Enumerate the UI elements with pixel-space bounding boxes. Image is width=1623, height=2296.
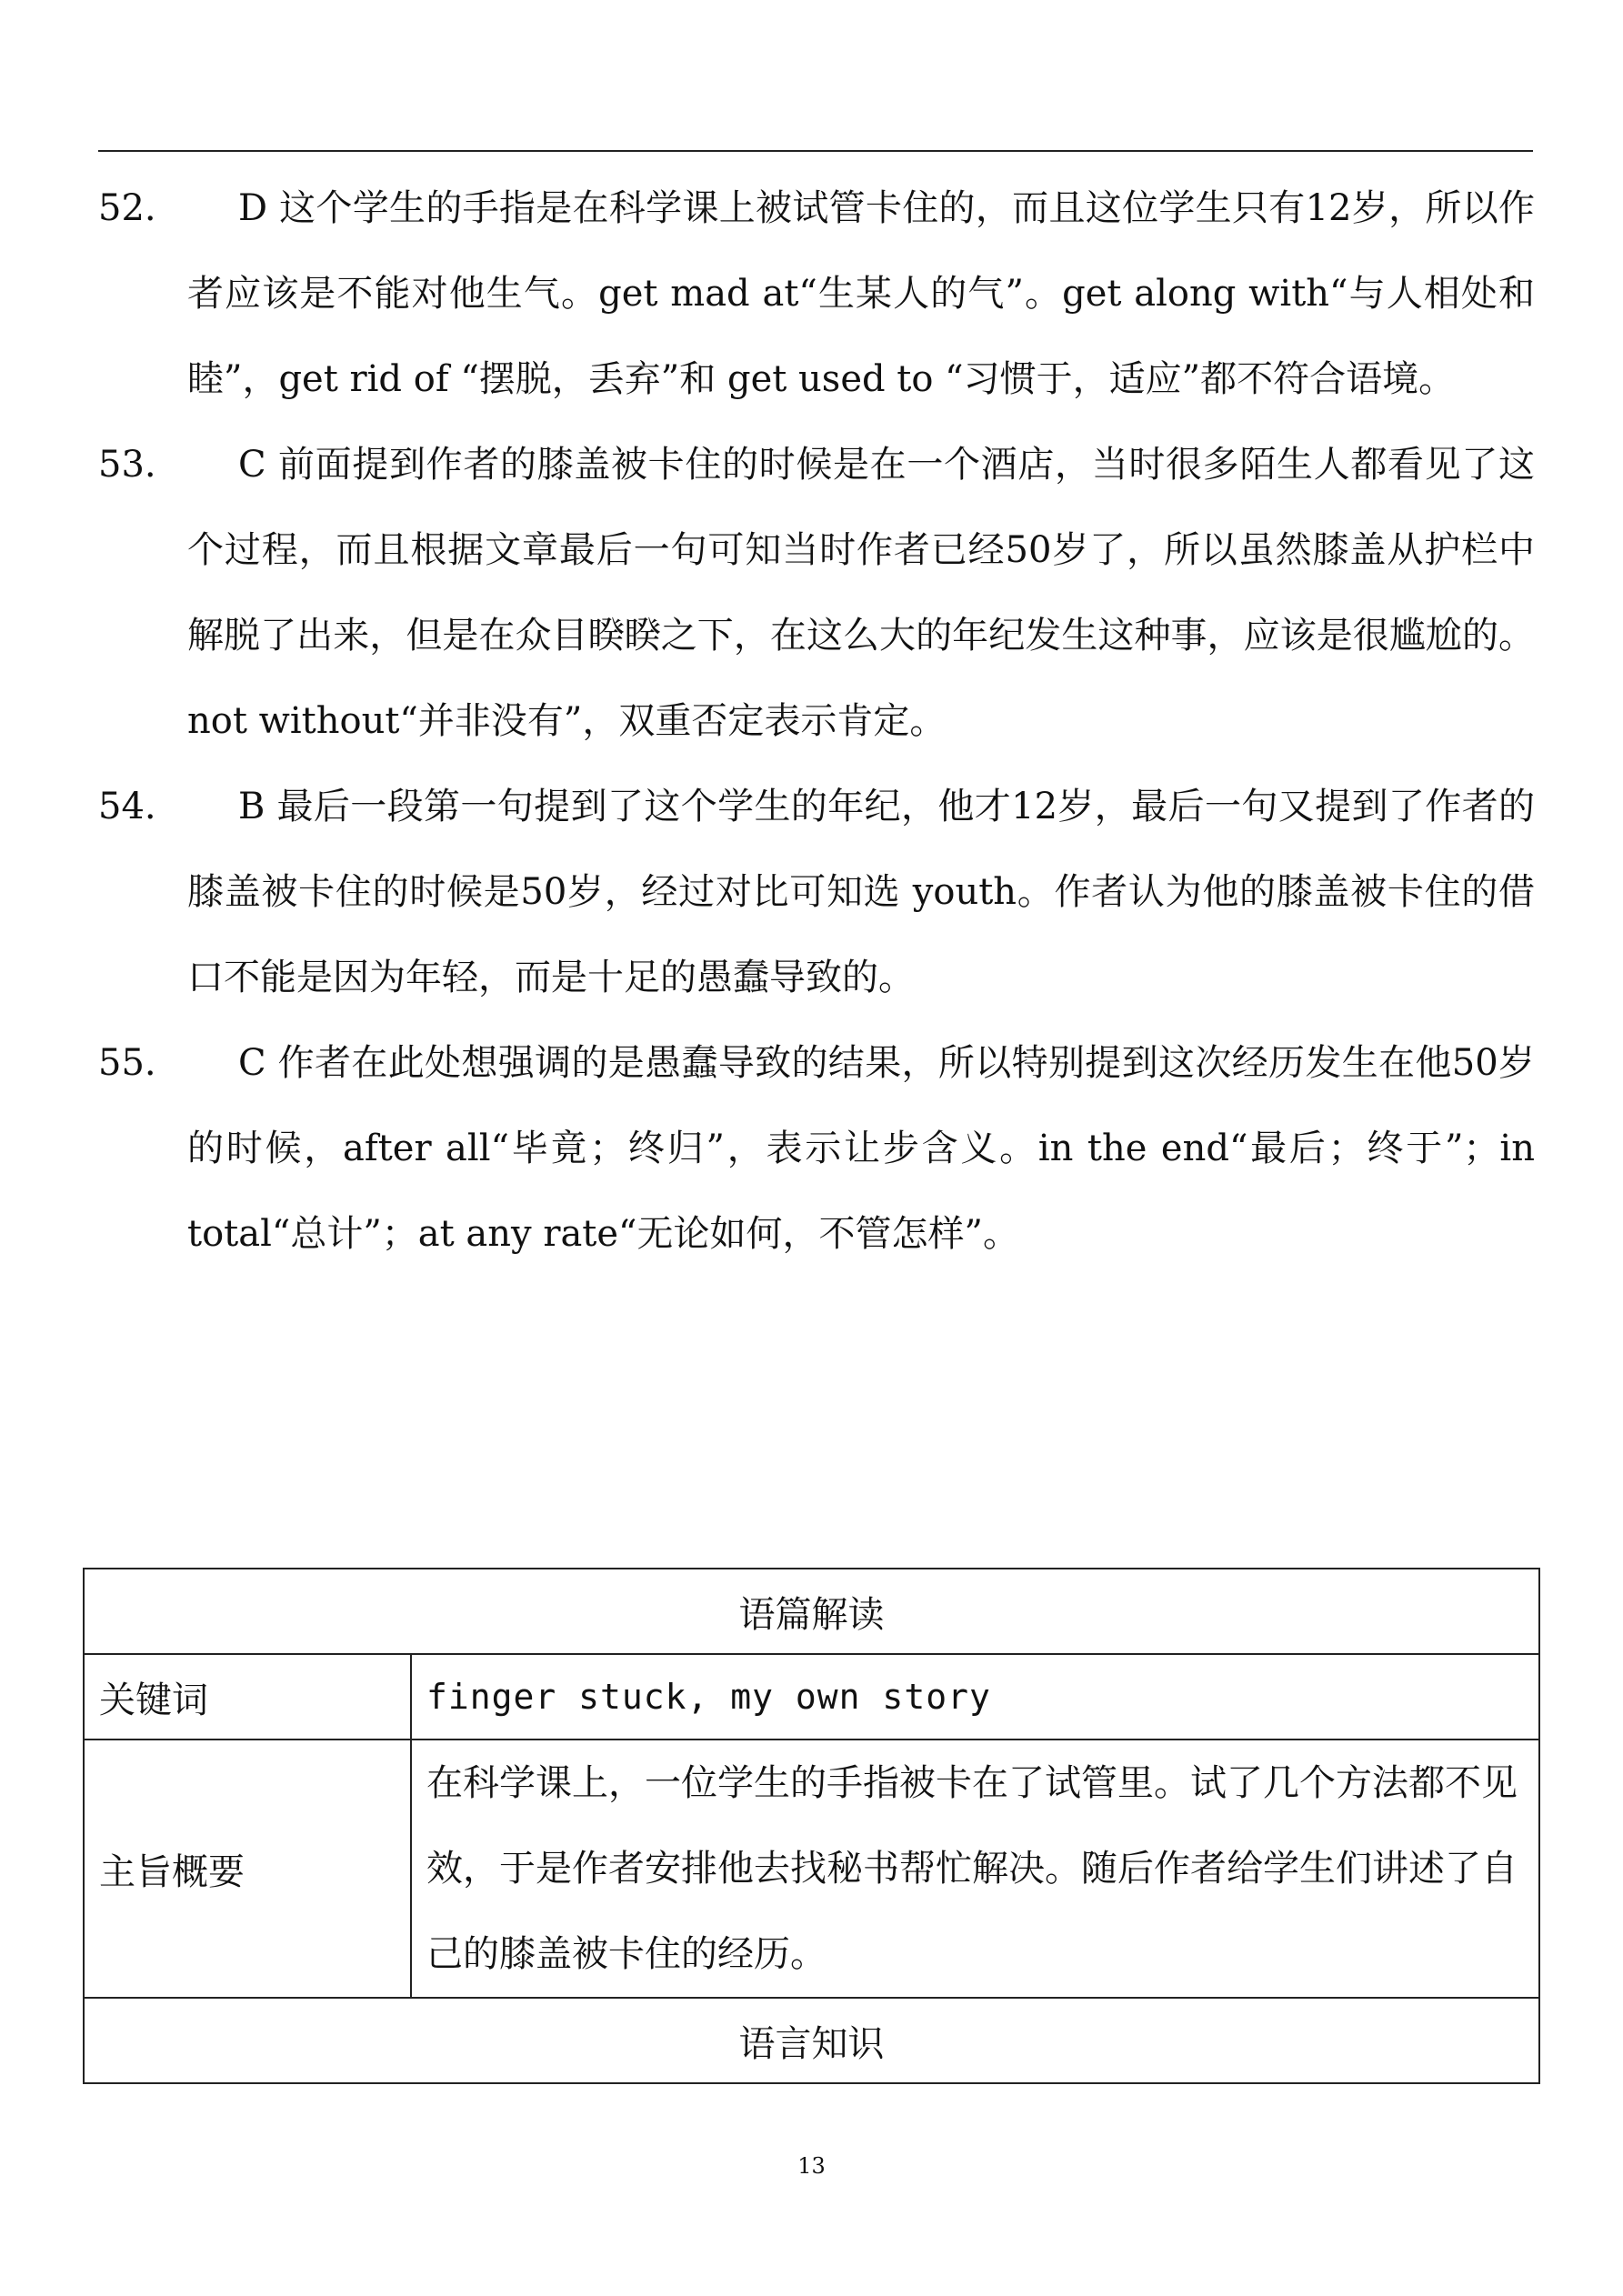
keyword-label: 关键词 — [84, 1654, 411, 1740]
answer-explanation — [187, 1020, 1535, 1277]
answer-text: 这个学生的手指是在科学课上被试管卡住的，而且这位学生只有12岁，所以作者应该是不能对他生气。get mad at“生某人的气”。get along with“与人相处和睦”，get rid of “摆脱，丢弃”和 get used to “习惯于，适应”都不符合语境。 — [187, 187, 1536, 400]
answer-letter: B — [238, 786, 265, 827]
answer-letter: C — [238, 444, 266, 486]
table-footer-row — [84, 1998, 1539, 2083]
answer-text: 作者在此处想强调的是愚蠢导致的结果，所以特别提到这次经历发生在他50岁的时候，after all“毕竟；终归”，表示让步含义。in the end“最后；终于”；in total“总计”；at any rate“无论如何，不管怎样”。 — [187, 1042, 1535, 1255]
table-header-row — [84, 1569, 1539, 1654]
answer-text: 最后一段第一句提到了这个学生的年纪，他才12岁，最后一句又提到了作者的膝盖被卡住的时候是50岁，经过对比可知选 youth。作者认为他的膝盖被卡住的借口不能是因为年轻，而是十足的愚蠢导致的。 — [187, 786, 1536, 998]
table-header: 语篇解读 — [84, 1569, 1539, 1654]
answer-explanation — [187, 764, 1535, 1020]
answer-explanation — [187, 422, 1535, 764]
table-row-summary — [84, 1740, 1539, 1998]
answer-number: 54. — [98, 786, 156, 827]
keyword-value: finger stuck, my own story — [411, 1654, 1539, 1740]
answer-item-53 — [98, 422, 1535, 764]
answer-number: 55. — [98, 1042, 156, 1084]
answer-item-54 — [98, 764, 1535, 1020]
top-rule — [98, 150, 1533, 152]
table-row-keywords — [84, 1654, 1539, 1740]
table-footer: 语言知识 — [84, 1998, 1539, 2083]
answer-number: 53. — [98, 444, 156, 486]
reading-analysis-table — [83, 1568, 1540, 2084]
summary-value: 在科学课上，一位学生的手指被卡在了试管里。试了几个方法都不见效，于是作者安排他去找秘书帮忙解决。随后作者给学生们讲述了自己的膝盖被卡住的经历。 — [411, 1740, 1539, 1998]
answer-item-52 — [98, 165, 1535, 422]
page-number: 13 — [797, 2153, 826, 2179]
answer-letter: C — [238, 1042, 266, 1084]
summary-label: 主旨概要 — [84, 1740, 411, 1998]
answer-list — [98, 165, 1535, 1277]
answer-text: 前面提到作者的膝盖被卡住的时候是在一个酒店，当时很多陌生人都看见了这个过程，而且根据文章最后一句可知当时作者已经50岁了，所以虽然膝盖从护栏中解脱了出来，但是在众目睽睽之下，在这么大的年纪发生这种事，应该是很尴尬的。not without“并非没有”，双重否定表示肯定。 — [187, 444, 1536, 742]
answer-item-55 — [98, 1020, 1535, 1277]
answer-number: 52. — [98, 187, 156, 229]
answer-letter: D — [238, 187, 268, 229]
answer-explanation — [187, 165, 1535, 422]
